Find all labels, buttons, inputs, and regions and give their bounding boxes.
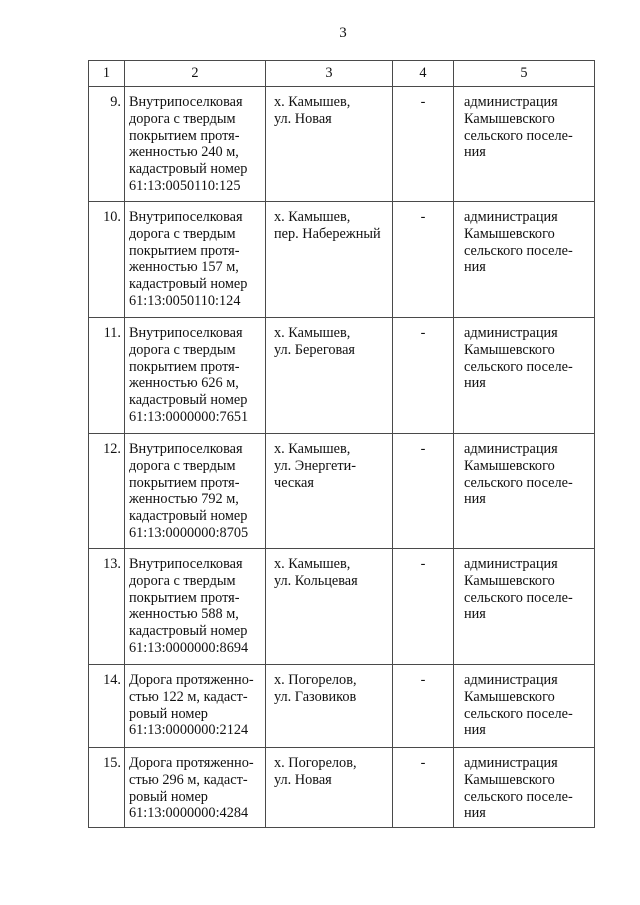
owner-cell: администрация Камышевского сельского поселе- ния [454,434,595,549]
table-row [89,318,595,434]
table-row [89,434,595,549]
column-4-cell: - [393,202,454,318]
row-number-cell: 9. [89,87,125,202]
column-4-cell: - [393,318,454,434]
row-number-cell: 12. [89,434,125,549]
row-number-cell: 11. [89,318,125,434]
column-4-cell: - [393,665,454,748]
object-name-cell: Внутрипоселковая дорога с твердым покрытием протя- женностью 626 м, кадастровый номер 61:13:0000000:7651 [125,318,266,434]
objects-table [88,60,595,828]
address-cell: х. Камышев, ул. Энергети- ческая [266,434,393,549]
owner-cell: администрация Камышевского сельского поселе- ния [454,202,595,318]
owner-cell: администрация Камышевского сельского поселе- ния [454,318,595,434]
owner-cell: администрация Камышевского сельского поселе- ния [454,748,595,828]
header-cell-5: 5 [454,61,595,87]
header-cell-1: 1 [89,61,125,87]
table-row [89,549,595,665]
column-4-cell: - [393,87,454,202]
row-number-cell: 13. [89,549,125,665]
object-name-cell: Внутрипоселковая дорога с твердым покрытием протя- женностью 792 м, кадастровый номер 61:13:0000000:8705 [125,434,266,549]
object-name-cell: Дорога протяженно- стью 122 м, кадаст- ровый номер 61:13:0000000:2124 [125,665,266,748]
row-number-cell: 10. [89,202,125,318]
header-cell-2: 2 [125,61,266,87]
address-cell: х. Погорелов, ул. Новая [266,748,393,828]
object-name-cell: Внутрипоселковая дорога с твердым покрытием протя- женностью 157 м, кадастровый номер 61:13:0050110:124 [125,202,266,318]
object-name-cell: Внутрипоселковая дорога с твердым покрытием протя- женностью 588 м, кадастровый номер 61:13:0000000:8694 [125,549,266,665]
address-cell: х. Камышев, ул. Кольцевая [266,549,393,665]
owner-cell: администрация Камышевского сельского поселе- ния [454,87,595,202]
owner-cell: администрация Камышевского сельского поселе- ния [454,665,595,748]
page-number: 3 [339,25,347,41]
address-cell: х. Погорелов, ул. Газовиков [266,665,393,748]
row-number-cell: 14. [89,665,125,748]
column-4-cell: - [393,748,454,828]
address-cell: х. Камышев, ул. Новая [266,87,393,202]
object-name-cell: Дорога протяженно- стью 296 м, кадаст- ровый номер 61:13:0000000:4284 [125,748,266,828]
object-name-cell: Внутрипоселковая дорога с твердым покрытием протя- женностью 240 м, кадастровый номер 61:13:0050110:125 [125,87,266,202]
table-header-row [89,61,595,87]
table-row [89,665,595,748]
column-4-cell: - [393,549,454,665]
table-row [89,748,595,828]
table-row [89,202,595,318]
owner-cell: администрация Камышевского сельского поселе- ния [454,549,595,665]
column-4-cell: - [393,434,454,549]
header-cell-3: 3 [266,61,393,87]
address-cell: х. Камышев, ул. Береговая [266,318,393,434]
row-number-cell: 15. [89,748,125,828]
address-cell: х. Камышев, пер. Набережный [266,202,393,318]
table-row [89,87,595,202]
header-cell-4: 4 [393,61,454,87]
